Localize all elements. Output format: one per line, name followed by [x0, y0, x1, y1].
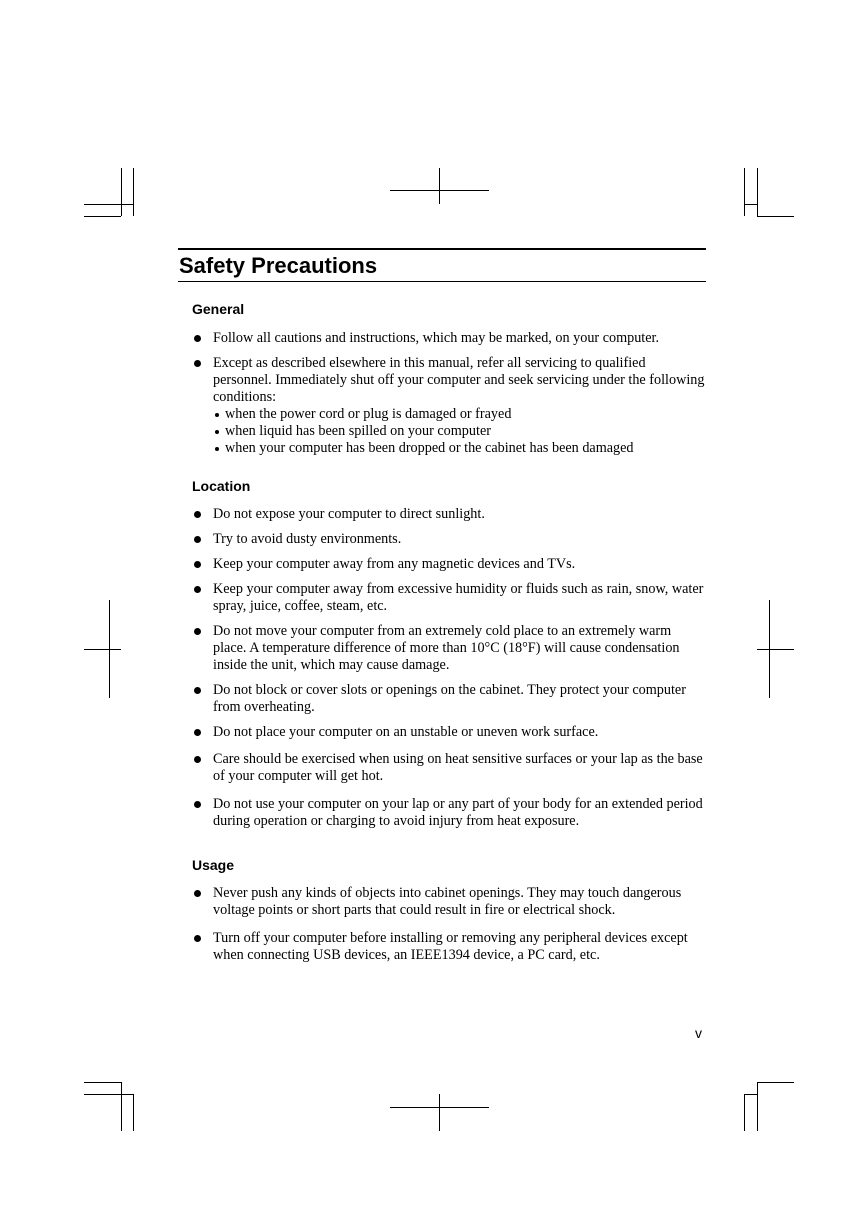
- sublist-item: [213, 406, 706, 423]
- list-item: [192, 796, 706, 830]
- list-item: [192, 623, 706, 674]
- usage-list: [192, 885, 706, 964]
- list-item-text: Keep your computer away from any magnetic devices and TVs.: [213, 556, 576, 572]
- registration-mark: [84, 649, 121, 650]
- list-item-text: Turn off your computer before installing or removing any peripheral devices except when connecting USB devices, an IEEE1394 device, a PC card, etc.: [213, 930, 688, 963]
- bullet-icon: [194, 536, 201, 543]
- list-item-text: Do not block or cover slots or openings on the cabinet. They protect your computer from overheating.: [213, 682, 686, 715]
- sublist-item-text: when liquid has been spilled on your computer: [225, 423, 491, 439]
- crop-mark: [744, 168, 745, 216]
- crop-mark: [133, 168, 134, 216]
- crop-mark: [84, 1082, 121, 1083]
- title-bottom-rule: [178, 281, 706, 282]
- sublist-item-text: when the power cord or plug is damaged or frayed: [225, 406, 512, 422]
- section-heading-usage: Usage: [192, 857, 235, 873]
- list-item-text: Keep your computer away from excessive humidity or fluids such as rain, snow, water spray, juice, coffee, steam, etc.: [213, 581, 704, 614]
- crop-mark: [757, 168, 758, 216]
- sublist-item: [213, 423, 706, 440]
- bullet-icon: [194, 729, 201, 736]
- registration-mark: [757, 649, 794, 650]
- list-item-text: Follow all cautions and instructions, which may be marked, on your computer.: [213, 330, 660, 346]
- crop-mark: [84, 1094, 133, 1095]
- bullet-icon: [194, 801, 201, 808]
- crop-mark: [757, 1082, 758, 1131]
- crop-mark: [84, 204, 133, 205]
- list-item: [192, 506, 706, 523]
- section-heading-location: Location: [192, 478, 251, 494]
- crop-mark: [757, 1082, 794, 1083]
- list-item: [192, 930, 706, 964]
- small-bullet-icon: [215, 447, 219, 451]
- registration-mark: [439, 168, 440, 204]
- list-item-text: Never push any kinds of objects into cabinet openings. They may touch dangerous voltage points or short parts that could result in fire or electrical shock.: [213, 885, 682, 918]
- list-item-text: Care should be exercised when using on heat sensitive surfaces or your lap as the base of your computer will get hot.: [213, 751, 703, 784]
- list-item: [192, 581, 706, 615]
- list-item-text: Do not expose your computer to direct sunlight.: [213, 506, 485, 522]
- section-heading-general: General: [192, 301, 245, 317]
- crop-mark: [121, 1082, 122, 1131]
- list-item-text: Try to avoid dusty environments.: [213, 531, 402, 547]
- list-item: [192, 724, 706, 741]
- small-bullet-icon: [215, 430, 219, 434]
- list-item: [192, 751, 706, 785]
- crop-mark: [744, 204, 757, 205]
- list-item: [192, 355, 706, 457]
- bullet-icon: [194, 935, 201, 942]
- crop-mark: [757, 216, 794, 217]
- list-item-text: Except as described elsewhere in this manual, refer all servicing to qualified personnel. Immediately shut off your computer and seek servicing under the following conditions:: [213, 355, 705, 405]
- list-item: [192, 531, 706, 548]
- page-title: Safety Precautions: [179, 253, 378, 278]
- bullet-icon: [194, 335, 201, 342]
- list-item-text: Do not use your computer on your lap or any part of your body for an extended period during operation or charging to avoid injury from heat exposure.: [213, 796, 703, 829]
- list-item: [192, 682, 706, 716]
- title-top-rule: [178, 248, 706, 250]
- list-item-text: Do not place your computer on an unstable or uneven work surface.: [213, 724, 599, 740]
- bullet-icon: [194, 586, 201, 593]
- general-list: [192, 330, 706, 457]
- bullet-icon: [194, 561, 201, 568]
- bullet-icon: [194, 687, 201, 694]
- page-number: v: [695, 1025, 702, 1041]
- crop-mark: [744, 1094, 757, 1095]
- conditions-sublist: [213, 406, 706, 457]
- list-item: [192, 885, 706, 919]
- crop-mark: [121, 168, 122, 216]
- crop-mark: [133, 1094, 134, 1131]
- bullet-icon: [194, 756, 201, 763]
- bullet-icon: [194, 511, 201, 518]
- list-item-text: Do not move your computer from an extremely cold place to an extremely warm place. A temperature difference of more than 10°C (18°F) will cause condensation inside the unit, which may cause damage.: [213, 623, 680, 673]
- crop-mark: [744, 1094, 745, 1131]
- location-list: [192, 506, 706, 830]
- sublist-item-text: when your computer has been dropped or the cabinet has been damaged: [225, 440, 634, 456]
- small-bullet-icon: [215, 413, 219, 417]
- bullet-icon: [194, 360, 201, 367]
- bullet-icon: [194, 890, 201, 897]
- bullet-icon: [194, 628, 201, 635]
- list-item: [192, 330, 706, 347]
- sublist-item: [213, 440, 706, 457]
- crop-mark: [84, 216, 121, 217]
- list-item: [192, 556, 706, 573]
- registration-mark: [439, 1094, 440, 1131]
